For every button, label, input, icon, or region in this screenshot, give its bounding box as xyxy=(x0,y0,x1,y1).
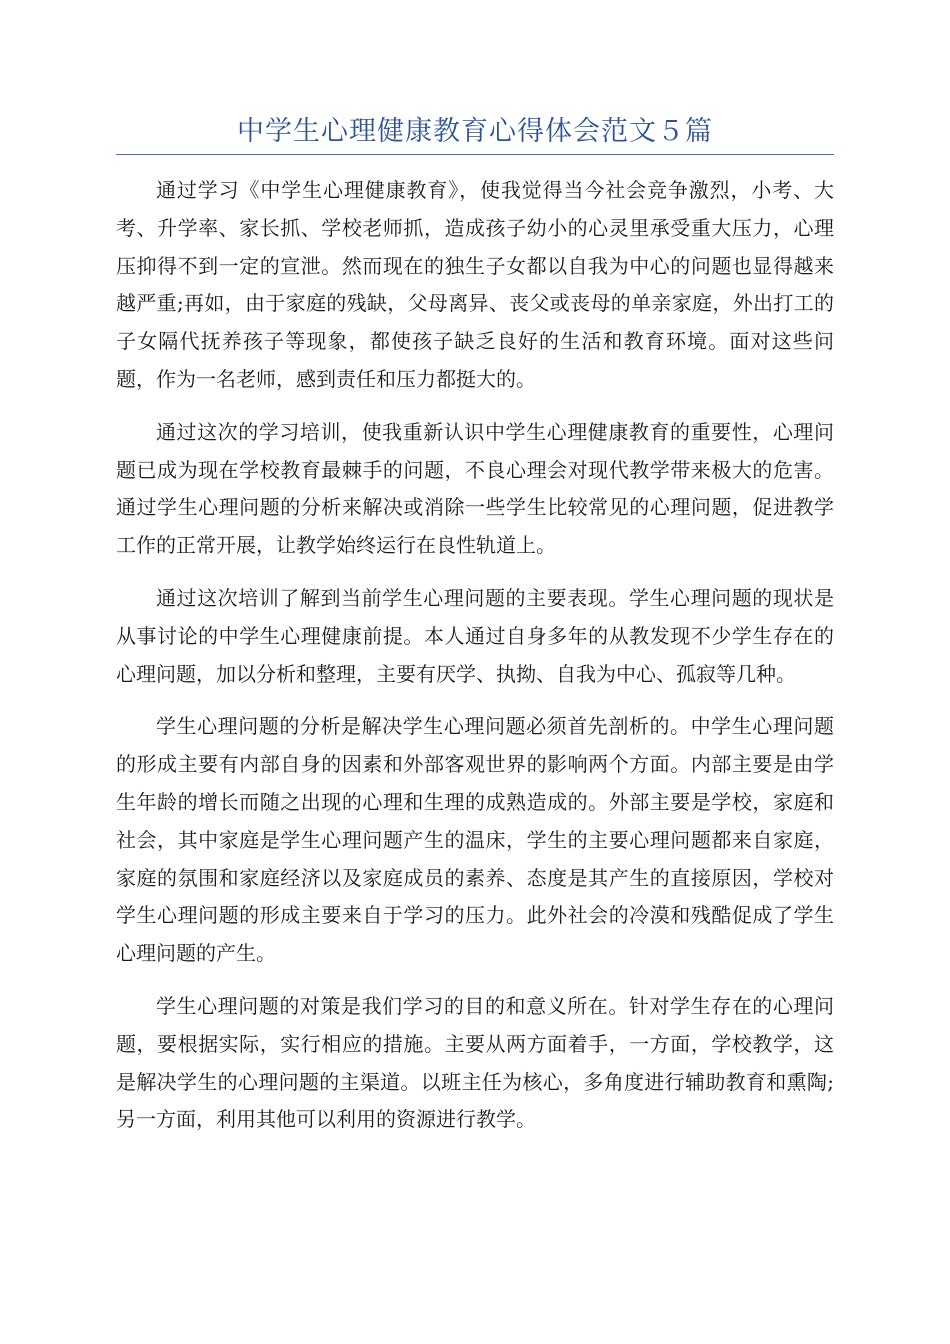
paragraph-4: 学生心理问题的分析是解决学生心理问题必须首先剖析的。中学生心理问题的形成主要有内部自身的因素和外部客观世界的影响两个方面。内部主要是由学生年龄的增长而随之出现的心理和生理的成熟造成的。外部主要是学校，家庭和社会，其中家庭是学生心理问题产生的温床，学生的主要心理问题都来自家庭，家庭的氛围和家庭经济以及家庭成员的素养、态度是其产生的直接原因，学校对学生心理问题的形成主要来自于学习的压力。此外社会的冷漠和残酷促成了学生心理问题的产生。 xyxy=(116,714,834,966)
paragraph-5: 学生心理问题的对策是我们学习的目的和意义所在。针对学生存在的心理问题，要根据实际，实行相应的措施。主要从两方面着手，一方面，学校教学，这是解决学生的心理问题的主渠道。以班主任为核心，多角度进行辅助教育和熏陶;另一方面，利用其他可以利用的资源进行教学。 xyxy=(116,993,834,1132)
paragraph-1: 通过学习《中学生心理健康教育》，使我觉得当今社会竞争激烈，小考、大考、升学率、家长抓、学校老师抓，造成孩子幼小的心灵里承受重大压力，心理压抑得不到一定的宣泄。然而现在的独生子女都以自我为中心的问题也显得越来越严重;再如，由于家庭的残缺，父母离异、丧父或丧母的单亲家庭，外出打工的子女隔代抚养孩子等现象，都使孩子缺乏良好的生活和教育环境。面对这些问题，作为一名老师，感到责任和压力都挺大的。 xyxy=(116,178,834,391)
document-title: 中学生心理健康教育心得体会范文５篇 xyxy=(237,116,713,147)
paragraph-2: 通过这次的学习培训，使我重新认识中学生心理健康教育的重要性，心理问题已成为现在学校教育最棘手的问题，不良心理会对现代教学带来极大的危害。通过学生心理问题的分析来解决或消除一些学生比较常见的心理问题，促进教学工作的正常开展，让教学始终运行在良性轨道上。 xyxy=(116,419,834,558)
title-underline xyxy=(116,154,834,155)
document-body xyxy=(116,172,834,1154)
paragraph-3: 通过这次培训了解到当前学生心理问题的主要表现。学生心理问题的现状是从事讨论的中学生心理健康前提。本人通过自身多年的从教发现不少学生存在的心理问题，加以分析和整理，主要有厌学、执拗、自我为中心、孤寂等几种。 xyxy=(116,585,834,686)
